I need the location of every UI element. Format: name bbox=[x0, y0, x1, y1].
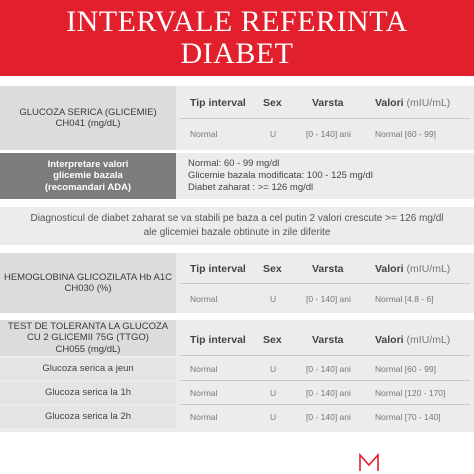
ttgo-row3-tip: Normal bbox=[190, 412, 218, 422]
col-sex: Sex bbox=[263, 97, 282, 109]
col-varsta: Varsta bbox=[312, 97, 344, 109]
ttgo-label: TEST DE TOLERANTA LA GLUCOZA CU 2 GLICEMII 75G (TTGO) CH055 (mg/dL) bbox=[0, 320, 176, 356]
ttgo-col-sex: Sex bbox=[263, 334, 282, 346]
ttgo-col-valori bbox=[375, 334, 450, 346]
ttgo-row2-valori: Normal [120 - 170] bbox=[375, 388, 446, 398]
col-valori-unit: (mIU/mL) bbox=[406, 97, 451, 109]
crit-diabet: Diabet zaharat : >= 126 mg/dl bbox=[188, 182, 314, 193]
hba1c-tip: Normal bbox=[190, 294, 218, 304]
ttgo-row3-sex: U bbox=[270, 412, 277, 422]
ttgo-row1-varsta: [0 - 140] ani bbox=[306, 364, 351, 374]
ttgo-row1-valori: Normal [60 - 99] bbox=[375, 364, 436, 374]
glucoza-sex: U bbox=[270, 129, 277, 139]
hba1c-col-valori-text: Valori bbox=[375, 263, 404, 275]
ttgo-col-tip: Tip interval bbox=[190, 334, 246, 346]
ttgo-divider-3 bbox=[180, 404, 470, 405]
glucoza-label: GLUCOZA SERICA (GLICEMIE) CH041 (mg/dL) bbox=[0, 86, 176, 150]
col-valori-text: Valori bbox=[375, 97, 404, 109]
ttgo-row1-sex: U bbox=[270, 364, 277, 374]
ttgo-row3-label: Glucoza serica la 2h bbox=[0, 406, 176, 428]
ttgo-divider-1 bbox=[180, 355, 470, 356]
hba1c-col-sex: Sex bbox=[263, 263, 282, 275]
ttgo-divider-2 bbox=[180, 380, 470, 381]
ttgo-row1-tip: Normal bbox=[190, 364, 218, 374]
interpretare-label: Interpretare valori glicemie bazala (recomandari ADA) bbox=[0, 153, 176, 199]
glucoza-tip: Normal bbox=[190, 129, 218, 139]
hba1c-col-varsta: Varsta bbox=[312, 263, 344, 275]
ttgo-row1-label: Glucoza serica a jeun bbox=[0, 358, 176, 380]
page-title-line2: DIABET bbox=[180, 37, 294, 70]
ttgo-row3-valori: Normal [70 - 140] bbox=[375, 412, 441, 422]
notice-line1: Diagnosticul de diabet zaharat se va stabili pe baza a cel putin 2 valori crescute >= 126 mg/dl bbox=[30, 213, 444, 224]
ttgo-col-valori-text: Valori bbox=[375, 334, 404, 346]
crit-normal: Normal: 60 - 99 mg/dl bbox=[188, 158, 280, 169]
crit-modificata: Glicemie bazala modificata: 100 - 125 mg/dl bbox=[188, 170, 373, 181]
col-tip: Tip interval bbox=[190, 97, 246, 109]
glucoza-divider bbox=[180, 118, 470, 119]
hba1c-divider bbox=[180, 283, 470, 284]
ttgo-row3-varsta: [0 - 140] ani bbox=[306, 412, 351, 422]
glucoza-valori: Normal [60 - 99] bbox=[375, 129, 436, 139]
ttgo-row2-varsta: [0 - 140] ani bbox=[306, 388, 351, 398]
hba1c-col-valori bbox=[375, 263, 450, 275]
glucoza-varsta: [0 - 140] ani bbox=[306, 129, 351, 139]
ttgo-row2-sex: U bbox=[270, 388, 277, 398]
notice-line2: ale glicemiei bazale obtinute in zile diferite bbox=[143, 227, 331, 238]
ttgo-row2-label: Glucoza serica la 1h bbox=[0, 382, 176, 404]
ttgo-col-valori-unit: (mIU/mL) bbox=[406, 334, 451, 346]
hba1c-label: HEMOGLOBINA GLICOZILATA Hb A1C CH030 (%) bbox=[0, 253, 176, 313]
page-title-line1: INTERVALE REFERINTA bbox=[66, 5, 408, 38]
ttgo-row2-tip: Normal bbox=[190, 388, 218, 398]
hba1c-varsta: [0 - 140] ani bbox=[306, 294, 351, 304]
hba1c-sex: U bbox=[270, 294, 277, 304]
page-header bbox=[0, 0, 474, 76]
hba1c-col-valori-unit: (mIU/mL) bbox=[406, 263, 451, 275]
ttgo-col-varsta: Varsta bbox=[312, 334, 344, 346]
col-valori bbox=[375, 97, 450, 109]
hba1c-col-tip: Tip interval bbox=[190, 263, 246, 275]
m-logo-icon bbox=[358, 452, 380, 472]
hba1c-valori: Normal [4.8 - 6] bbox=[375, 294, 434, 304]
